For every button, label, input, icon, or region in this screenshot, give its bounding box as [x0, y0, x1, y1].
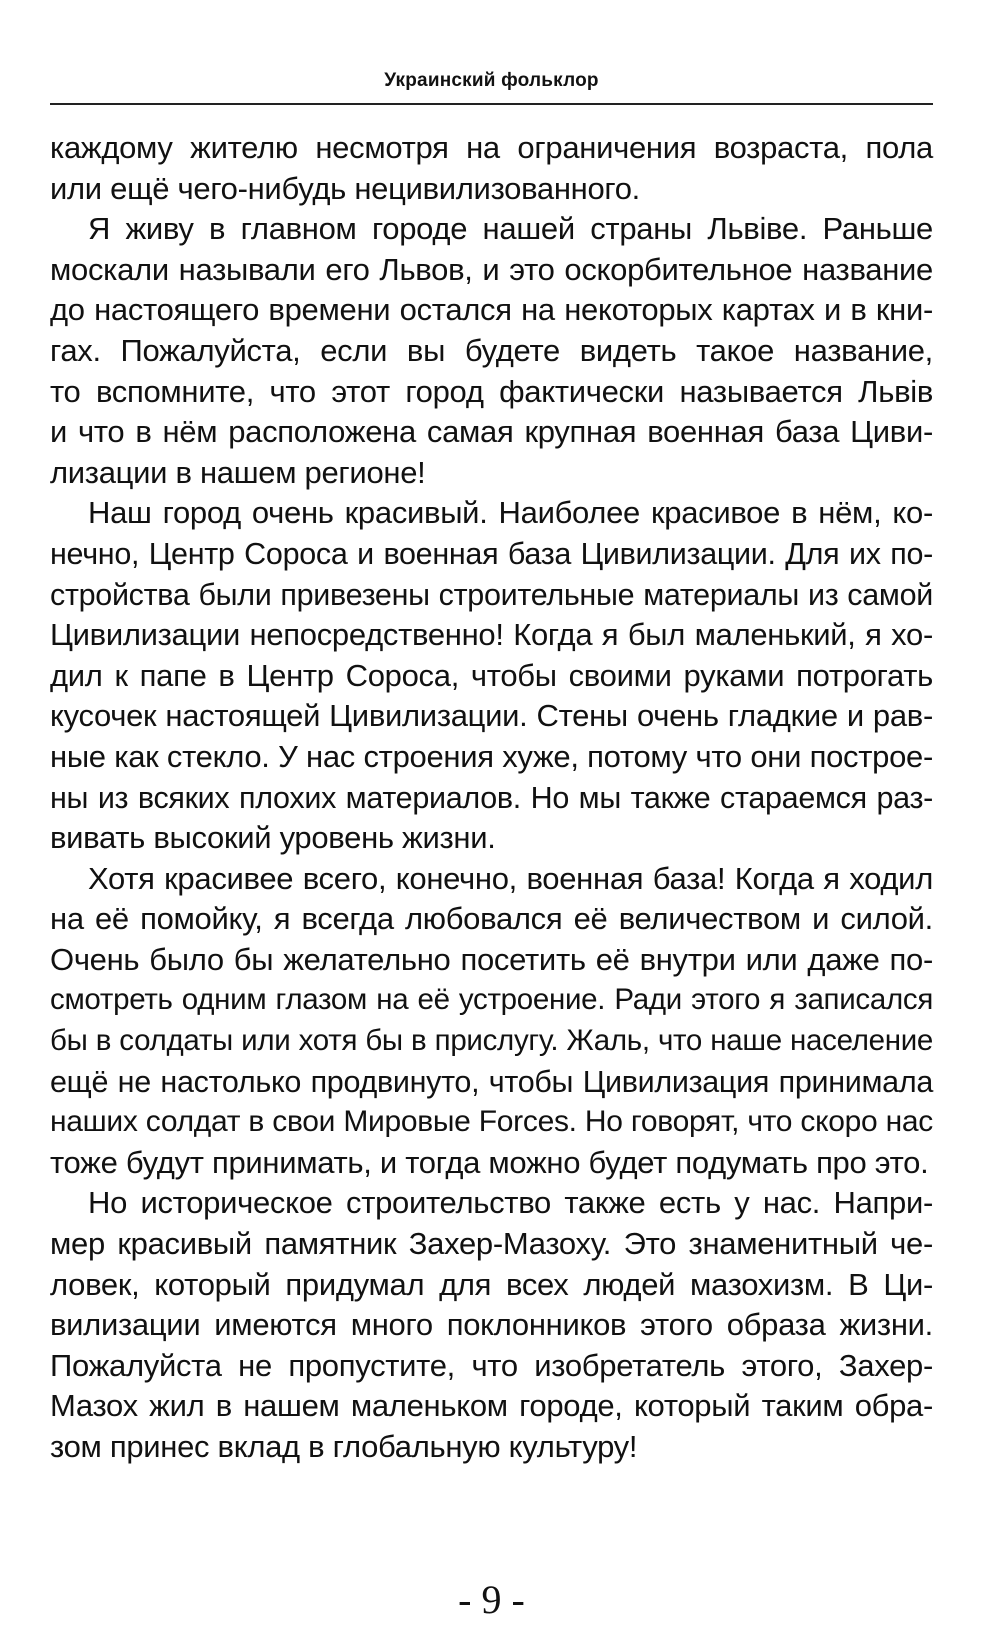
text-line: Наш город очень красивый. Наиболее красивое в нём, ко-	[88, 495, 933, 531]
text-line: и что в нём расположена самая крупная военная база Циви-	[50, 414, 933, 450]
text-line: или ещё чего-нибудь нецивилизованного.	[50, 170, 640, 206]
text-line: Мазох жил в нашем маленьком городе, который таким обра-	[50, 1388, 933, 1424]
text-line: до настоящего времени остался на некоторых картах и в кни-	[50, 292, 933, 328]
text-line: ловек, который придумал для всех людей мазохизм. В Ци-	[50, 1266, 933, 1302]
text-line: Но историческое строительство также есть у нас. Напри-	[88, 1185, 933, 1221]
paragraph-1	[50, 128, 933, 209]
paragraph-3	[50, 493, 933, 858]
text-line: нечно, Центр Сороса и военная база Цивилизации. Для их по-	[50, 536, 933, 571]
text-line: каждому жителю несмотря на ограничения возраста, пола	[50, 130, 933, 165]
text-line: ные как стекло. У нас строения хуже, потому что они построе-	[50, 738, 933, 774]
text-line: то вспомните, что этот город фактически называется Львів	[50, 373, 933, 409]
text-line: Я живу в главном городе нашей страны Львіве. Раньше	[88, 211, 933, 247]
paragraph-4	[50, 859, 933, 1184]
text-line: мер красивый памятник Захер-Мазоху. Это знаменитный че-	[50, 1226, 933, 1262]
text-line: ны из всяких плохих материалов. Но мы также стараемся раз-	[50, 780, 933, 815]
text-line: вивать высокий уровень жизни.	[50, 820, 496, 856]
text-line: Хотя красивее всего, конечно, военная база! Когда я ходил	[88, 860, 933, 896]
text-line: Цивилизации непосредственно! Когда я был маленький, я хо-	[50, 617, 933, 653]
page-number: - 9 -	[458, 1577, 525, 1622]
text-line: тоже будут принимать, и тогда можно будет подумать про это.	[50, 1144, 929, 1180]
text-line: Пожалуйста не пропустите, что изобретатель этого, Захер-	[50, 1347, 933, 1383]
text-line: вилизации имеются много поклонников этого образа жизни.	[50, 1307, 933, 1343]
text-line: дил к папе в Центр Сороса, чтобы своими руками потрогать	[50, 657, 933, 693]
text-line: гах. Пожалуйста, если вы будете видеть такое название,	[50, 332, 933, 368]
paragraph-5	[50, 1183, 933, 1467]
text-line: лизации в нашем регионе!	[50, 454, 426, 490]
paragraph-2	[50, 209, 933, 493]
text-line: кусочек настоящей Цивилизации. Стены очень гладкие и рав-	[50, 698, 933, 734]
running-header: Украинский фольклор	[384, 70, 599, 91]
text-line: москали называли его Львов, и это оскорбительное название	[50, 251, 933, 287]
text-line: ещё не настолько продвинуто, чтобы Цивилизация принимала	[50, 1064, 933, 1099]
text-line: на её помойку, я всегда любовался её величеством и силой.	[50, 901, 933, 937]
text-line: наших солдат в свои Мировые Forces. Но говорят, что скоро нас	[50, 1105, 933, 1139]
body-text	[50, 128, 933, 1468]
text-line: стройства были привезены строительные материалы из самой	[50, 577, 933, 612]
text-line: бы в солдаты или хотя бы в прислугу. Жаль, что наше население	[50, 1024, 933, 1058]
header-rule	[50, 103, 933, 105]
text-line: смотреть одним глазом на её устроение. Ради этого я записался	[50, 983, 933, 1017]
text-line: зом принес вклад в глобальную культуру!	[50, 1429, 638, 1464]
text-line: Очень было бы желательно посетить её внутри или даже по-	[50, 941, 933, 977]
